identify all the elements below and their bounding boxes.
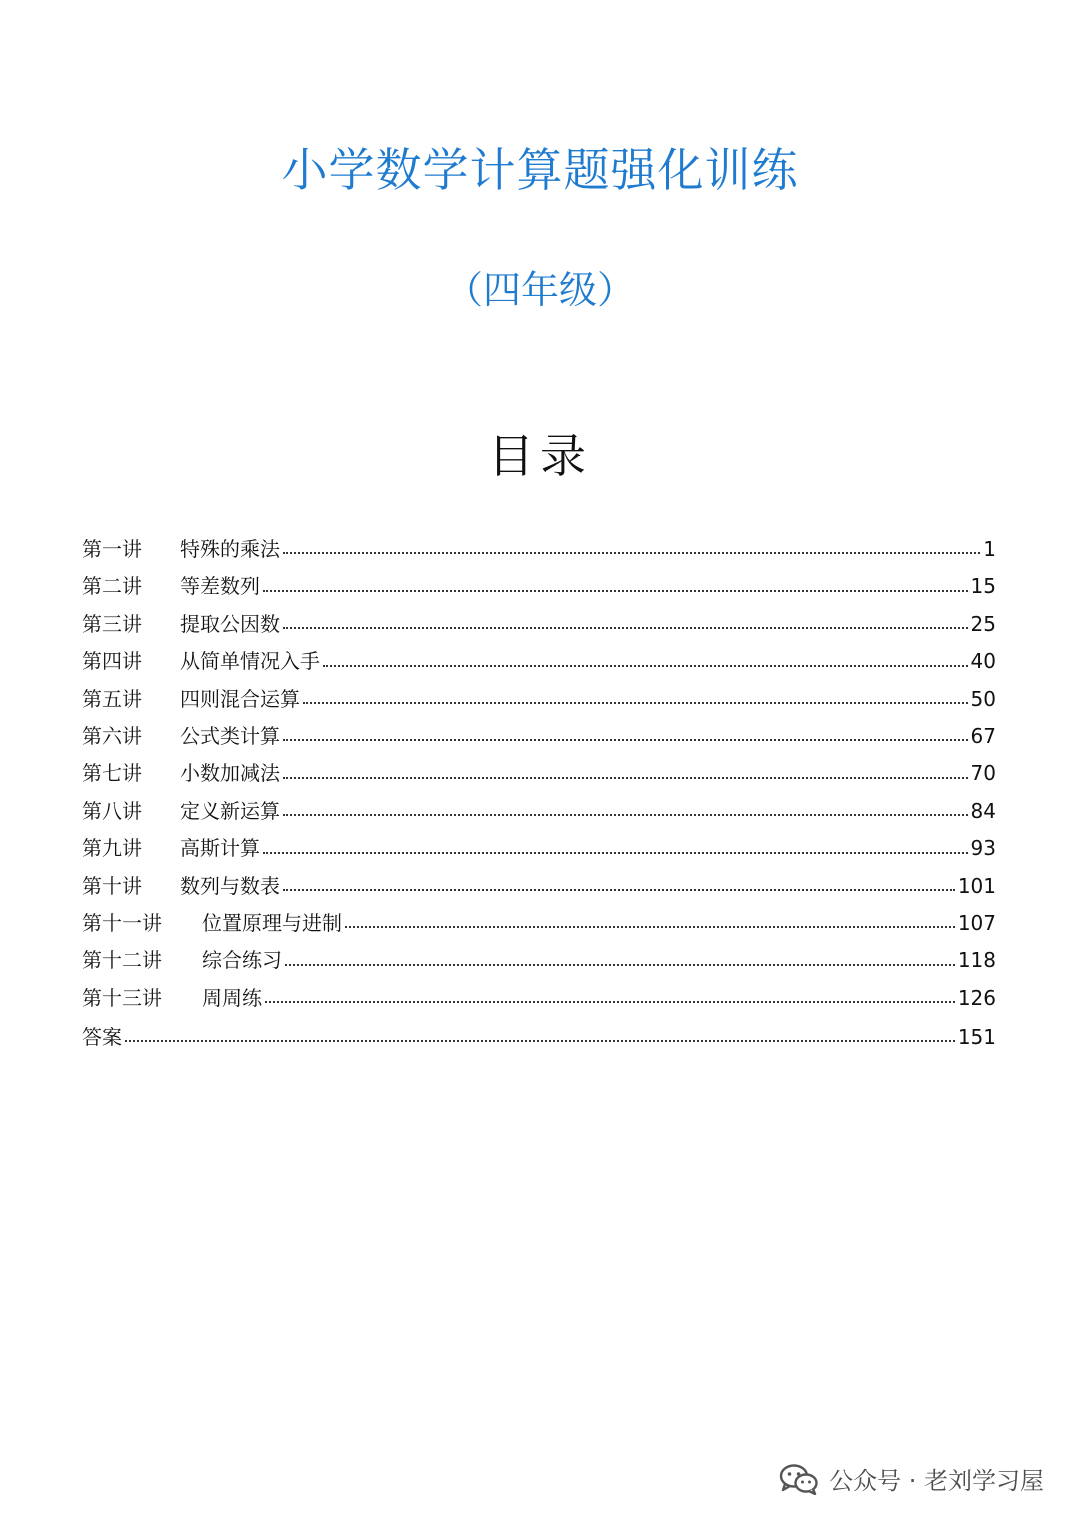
toc-entry-title: 位置原理与进制 <box>202 910 342 935</box>
toc-entry-7[interactable] <box>82 755 996 792</box>
toc-entry-page: 84 <box>970 798 996 823</box>
toc-entry-page: 40 <box>970 649 996 674</box>
toc-entry-5[interactable] <box>82 681 996 718</box>
toc-leader-dots <box>263 851 968 854</box>
toc-entry-page: 15 <box>970 574 996 599</box>
toc-entry-number: 第十讲 <box>82 873 142 898</box>
toc-entry-2[interactable] <box>82 568 996 605</box>
watermark-footer <box>779 1461 1044 1496</box>
toc-entry-title: 综合练习 <box>202 948 282 973</box>
toc-entry-12[interactable] <box>82 942 996 979</box>
toc-entry-title: 小数加减法 <box>180 761 280 786</box>
toc-entry-page: 93 <box>970 836 996 861</box>
document-subtitle: （四年级） <box>444 268 635 312</box>
toc-entry-title: 答案 <box>82 1025 122 1050</box>
toc-entry-title: 四则混合运算 <box>180 686 300 711</box>
toc-entry-number: 第八讲 <box>82 798 142 823</box>
toc-entry-page: 126 <box>957 985 996 1010</box>
toc-entry-number: 第十二讲 <box>82 948 162 973</box>
toc-entry-number: 第四讲 <box>82 649 142 674</box>
toc-entry-number: 第九讲 <box>82 836 142 861</box>
toc-heading: 目录 <box>488 429 592 483</box>
toc-entry-3[interactable] <box>82 606 996 643</box>
toc-entry-8[interactable] <box>82 793 996 830</box>
document-title: 小学数学计算题强化训练 <box>281 143 799 197</box>
toc-entry-title: 数列与数表 <box>180 873 280 898</box>
toc-leader-dots <box>303 701 968 704</box>
toc-entry-9[interactable] <box>82 830 996 867</box>
table-of-contents <box>82 531 996 1056</box>
wechat-icon <box>779 1463 819 1495</box>
toc-leader-dots <box>283 738 968 741</box>
toc-entry-title: 公式类计算 <box>180 723 280 748</box>
toc-entry-13[interactable] <box>82 980 996 1017</box>
toc-entry-page: 70 <box>970 761 996 786</box>
toc-entry-title: 等差数列 <box>180 574 260 599</box>
toc-entry-page: 118 <box>957 948 996 973</box>
toc-entry-1[interactable] <box>82 531 996 568</box>
toc-leader-dots <box>345 925 955 928</box>
toc-entry-number: 第十一讲 <box>82 910 162 935</box>
watermark-text: 公众号 · 老刘学习屋 <box>829 1467 1044 1495</box>
toc-leader-dots <box>323 664 968 667</box>
toc-entry-6[interactable] <box>82 718 996 755</box>
toc-entry-title: 定义新运算 <box>180 798 280 823</box>
toc-entry-number: 第六讲 <box>82 723 142 748</box>
toc-entry-number: 第三讲 <box>82 611 142 636</box>
toc-entry-number: 第七讲 <box>82 761 142 786</box>
toc-leader-dots <box>263 589 968 592</box>
toc-leader-dots <box>285 963 955 966</box>
toc-entry-10[interactable] <box>82 868 996 905</box>
toc-entry-page: 107 <box>957 910 996 935</box>
toc-entry-number: 第十三讲 <box>82 985 162 1010</box>
toc-entry-number: 第一讲 <box>82 537 142 561</box>
toc-leader-dots <box>283 813 968 816</box>
toc-entry-page: 67 <box>970 723 996 748</box>
toc-entry-page: 25 <box>970 611 996 636</box>
toc-leader-dots <box>283 551 980 554</box>
toc-entry-title: 高斯计算 <box>180 836 260 861</box>
toc-leader-dots <box>283 776 968 779</box>
toc-entry-title: 从简单情况入手 <box>180 649 320 674</box>
toc-leader-dots <box>125 1039 955 1042</box>
toc-entry-answers[interactable] <box>82 1019 996 1056</box>
toc-entry-title: 提取公因数 <box>180 611 280 636</box>
toc-entry-page: 151 <box>957 1025 996 1050</box>
toc-entry-title: 特殊的乘法 <box>180 537 280 561</box>
toc-entry-page: 101 <box>957 873 996 898</box>
toc-leader-dots <box>283 626 968 629</box>
toc-entry-11[interactable] <box>82 905 996 942</box>
toc-entry-title: 周周练 <box>202 985 262 1010</box>
toc-entry-number: 第五讲 <box>82 686 142 711</box>
toc-leader-dots <box>283 888 955 891</box>
toc-entry-page: 1 <box>983 537 996 561</box>
toc-entry-4[interactable] <box>82 643 996 680</box>
toc-entry-page: 50 <box>970 686 996 711</box>
toc-entry-number: 第二讲 <box>82 574 142 599</box>
toc-leader-dots <box>265 1000 955 1003</box>
